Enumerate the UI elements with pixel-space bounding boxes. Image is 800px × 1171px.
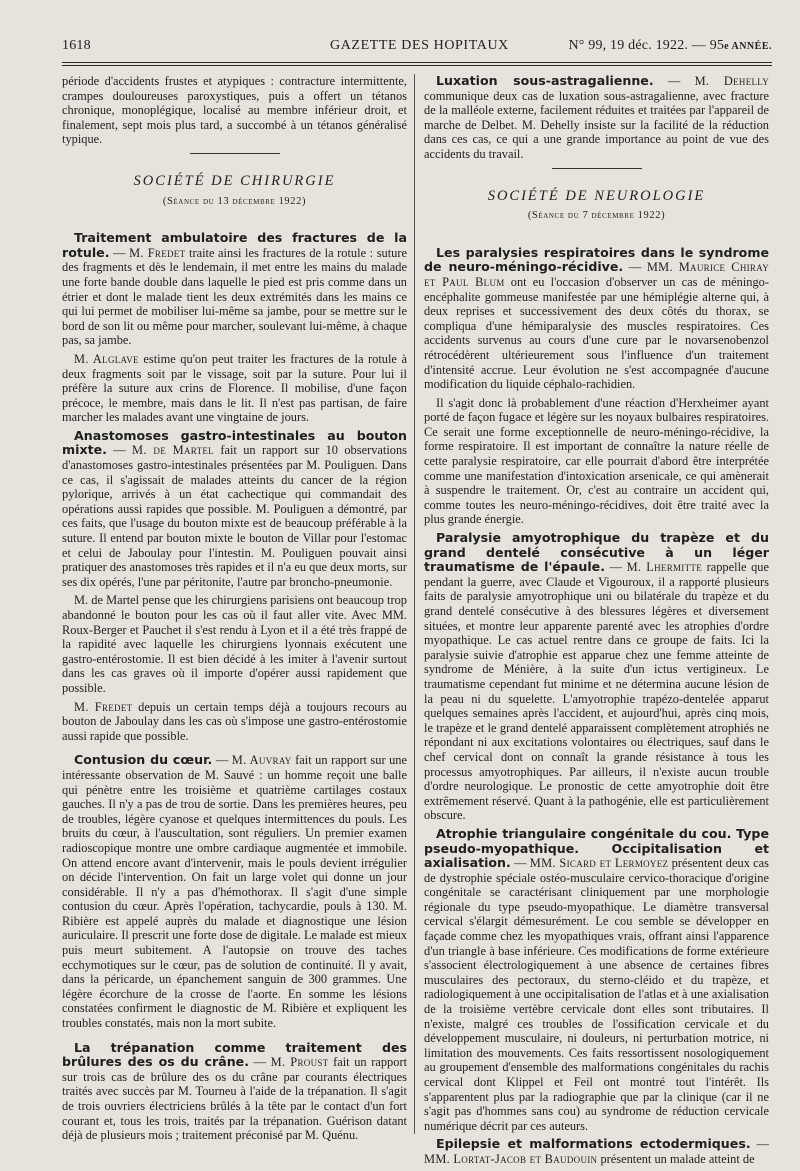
article-paralysies: Les paralysies respiratoires dans le syndrome de neuro-méningo-récidive. — MM. Maurice Chiray et Paul Blum ont eu l'occasion d'observer un cas de méningo-encéphalite gommeuse manifestée par une hémiplégie alterne qui, à deux reprises et successivement des deux côtés du thorax, se compliqua d'une hémiparalysie des muscles respiratoires. Ces accidents survenus au cours d'une cure par le novarsenobenzol rétrocédèrent ultérieurement sous l'influence d'un traitement d'intensité accrue. Leur évolution ne s'est accompagnée d'aucune modification du liquide céphalo-rachidien. — [424, 244, 769, 392]
issue-info — [568, 38, 772, 54]
article-text: rappelle que pendant la guerre, avec Claude et Vigouroux, il a rapporté plusieurs faits de paralysie amyotrophique uni ou bilatérale du trapèze et du grand dentelé consécutive à des blessures légères et diversement situées, et montre leur apparente parenté avec les atrophies d'ordre myopathique. Le cas actuel rentre dans ce groupe de faits. Ici la paralysie suivie d'atrophie est apparue chez une femme atteinte de syndrome de Ménière, à la suite d'un ictus vertigineux. Le traumatisme cependant fut minime et ne détermina aucune lésion de la peau ni du squelette. L'amyotrophie trapézo-dentelée apparut quelques semaines après l'accident, et aujourd'hui, après cinq mois, le trapèze et le grand dentelé apparaissent complètement atrophiés ne répondant ni aux excitations volontaires ou électriques, sauf dans le chef cervical dont on connaît la grande résistance à tous les processus amyotrophiques. Par ailleurs, il n'existe aucun trouble d'ordre neurologique. Le pronostic de cette amyotrophie doit être extrêmement réservé. Quant à la pathogénie, elle est particulièrement obscure. — [424, 560, 769, 823]
article-heading: Epilepsie et malformations ectodermiques. — [436, 1136, 751, 1152]
article-anastomoses-cont2 — [62, 700, 407, 744]
author-name: MM. Maurice Chiray et Paul Blum — [424, 260, 769, 289]
page-number: 1618 — [62, 38, 91, 53]
article-text: ont eu l'occasion d'observer un cas de méningo-encéphalite gommeuse manifestée par une hémiplégie alterne qui, à deux reprises et successivement des deux côtés du thorax, se compliqua d'une hémiparalysie des muscles respiratoires. Ces accidents survenus au cours d'une cure par le novarsenobenzol rétrocédèrent ultérieurement sous l'influence d'un traitement d'intensité accrue. Leur évolution ne s'est accompagnée d'aucune modification du liquide céphalo-rachidien. — [424, 274, 769, 392]
right-column — [424, 74, 769, 1171]
page-header — [62, 32, 772, 58]
article-text: communique deux cas de luxation sous-astragalienne, avec fracture de la malléole externe, facilement réduites et traitées par l'appareil de marche de Delbet. M. Dehelly insiste sur la facilité de la réduction dans ces cas, ce qui a une grande importance au point de vue des accidents du travail. — [424, 88, 769, 161]
author-name: M. Alglave — [74, 351, 139, 366]
article-luxation: Luxation sous-astragalienne. — M. Dehelly communique deux cas de luxation sous-astragalienne, avec fracture de la malléole externe, facilement réduites et traitées par l'appareil de marche de Delbet. M. Dehelly insiste sur la facilité de la réduction dans ces cas, ce qui a une grande importance au point de vue des accidents du travail. — [424, 73, 769, 161]
article-text: estime qu'on peut traiter les fractures de la rotule à deux fragments soit par le vissage, soit par la suture. Pour lui il préfère la suture aux crins de Florence. Il mobilise, d'une façon précoce, le membre, mais dans le lit. Il n'est pas partisan, de faire marcher les malades avant une vingtaine de jours. — [62, 351, 407, 425]
article-heading: Anastomoses gastro-intestinales au bouton mixte. — [62, 427, 407, 458]
article-heading: Paralysie amyotrophique du trapèze et du grand dentelé consécutive à un léger traumatisme de l'épaule. — [424, 530, 769, 575]
section-title-chirurgie: SOCIÉTÉ DE CHIRURGIE — [133, 172, 336, 189]
column-divider — [414, 74, 415, 1134]
author-name: M. Dehelly — [694, 74, 769, 88]
article-text: depuis un certain temps déjà a toujours recours au bouton de Jaboulay dans les cas où s'impose une gastro-entérostomie aussi rapide que possible. — [62, 699, 407, 743]
article-trapeze: Paralysie amyotrophique du trapèze et du grand dentelé consécutive à un léger traumatisme de l'épaule. — M. Lhermitte rappelle que pendant la guerre, avec Claude et Vigouroux, il a rapporté plusieurs faits de paralysie amyotrophique uni ou bilatérale du trapèze et du grand dentelé consécutive à des blessures légères et diversement situées, et montre leur apparente parenté avec les atrophies d'ordre myopathique. Le cas actuel rentre dans ce groupe de faits. Ici la paralysie suivie d'atrophie est apparue chez une femme atteinte de syndrome de Ménière, à la suite d'un ictus vertigineux. Le traumatisme cependant fut minime et ne détermina aucune lésion de la peau ni du squelette. L'amyotrophie trapézo-dentelée apparut quelques semaines après l'accident, et aujourd'hui, après cinq mois, le trapèze et le grand dentelé apparaissent complètement atrophiés ne répondant ni aux excitations volontaires ou électriques, sauf dans le chef cervical dont on connaît la grande résistance à tous les processus amyotrophiques. Par ailleurs, il n'existe aucun trouble d'ordre neurologique. Le pronostic de cette amyotrophie doit être extrêmement réservé. Quant à la pathogénie, elle est particulièrement obscure. — [424, 530, 769, 823]
author-name: M. Lhermitte — [626, 560, 702, 575]
article-epilepsie: Epilepsie et malformations ectodermiques. — MM. Lortat-Jacob et Baudouin présentent un malade atteint de — [424, 1136, 769, 1166]
article-text: fait un rapport sur 10 observations d'anastomoses gastro-intestinales présentées par M. Pouliguen. Dans ce cas, il s'agissait de malades atteints du cancer de la région pylorique, arrivés à un état cachectique qui commandait des opérations aussi rapides que possible. M. Pouliguen a démontré, par ces faits, que l'usage du bouton mixte est de beaucoup préférable à la suture. Il entend par bouton mixte le bouton de Villar pour l'estomac et celui de Jaboulay pour l'intestin. M. Pouliguen pouvait ainsi pratiquer des anastomoses très rapides et il n'a eu que deux morts, sur ses dix opérés, l'une par péritonite, l'autre par broncho-pneumonie. — [62, 443, 407, 589]
article-rotule-cont — [62, 352, 407, 425]
article-text: fait un rapport sur trois cas de brûlure des os du crâne par courants électriques traités avec succès par M. Tourneu à l'aide de la trépanation. Il s'agit de trois ouvriers électriciens brûlés à la tête par le contact d'un fort courant et, tous les trois, traités par la trépanation. Guérison datant déjà de plusieurs mois ; traitement préconisé par M. Quénu. — [62, 1055, 408, 1143]
section-separator — [552, 168, 642, 169]
author-name: M. Proust — [270, 1055, 329, 1070]
article-heading: Traitement ambulatoire des fractures de la rotule. — [62, 230, 407, 260]
article-text: présentent un malade atteint de — [597, 1151, 755, 1166]
article-text: fait un rapport sur une intéressante observation de M. Sauvé : un homme reçoit une balle qui pénètre entre les troisième et quatrième cartilages costaux gauches. Il n'y a pas de trou de sortie. Dans les premières heures, peu de troubles, légère cyanose et quelques intermittences du pouls. Les bruits du cœur, à l'auscultation, sont réguliers. Un premier examen radioscopique montre une ombre cardiaque augmentée et immobile. On attend encore avant d'intervenir, mais le pouls devient irrégulier on décide l'intervention. On fait un large volet qui donne un jour considérable. Il n'y a pas d'hémothorax. Il s'agit d'une simple contusion du cœur. Après l'opération, tachycardie, pouls à 130. M. Ribière est appelé auprès du malade et diagnostique une lésion auriculaire. Il prescrit une forte dose de digitale. Le malade est mieux puis meurt subitement. A l'autopsie on trouve des taches ecchymotiques sur le cœur, pas de solution de continuité. Il y avait, dans la péricarde, un épanchement sanguin de 300 grammes. Une légère écorchure de la crosse de l'aorte. En somme les lésions constatées confirment le diagnostic de M. Ribière et expliquent les troubles constatés, mais non la mort subite. — [62, 753, 407, 1031]
article-paralysies-cont: Il s'agit donc là probablement d'une réaction d'Herxheimer ayant porté de façon fugace et légère sur les noyaux bulbaires respiratoires. Ce serait une forme exceptionnelle de neuro-méningo-récidive, la forme respiratoire. Il est important de connaître la nature réelle de cette paralysie respiratoire, car elle pourrait d'abord être interprétée comme une manifestation d'intoxication arsenicale, ce qui amènerait à suspendre le traitement. Or, c'est au contraire un accident qui, comme toutes les neuro-méningo-récidives, doit être traité avec la plus grande énergie. — [424, 395, 769, 527]
header-rule-top — [62, 62, 772, 63]
article-anastomoses: Anastomoses gastro-intestinales au bouton mixte. — M. de Martel fait un rapport sur 10 observations d'anastomoses gastro-intestinales présentées par M. Pouliguen. Dans ce cas, il s'agissait de malades atteints du cancer de la région pylorique, arrivés à un état cachectique qui commandait des opérations aussi rapides que possible. M. Pouliguen a démontré, par ces faits, que l'usage du bouton mixte est de beaucoup préférable à la suture. Il entend par bouton mixte le bouton de Villar pour l'estomac et celui de Jaboulay pour l'intestin. M. Pouliguen pouvait ainsi pratiquer des anastomoses très rapides et il n'a eu que deux morts, sur ses dix opérés, l'une par péritonite, l'autre par broncho-pneumonie. — [62, 427, 407, 589]
article-heading: Contusion du cœur. — [74, 752, 213, 768]
article-trepanation: La trépanation comme traitement des brûlures des os du crâne. — M. Proust fait un rapport sur trois cas de brûlure des os du crâne par courants électriques traités avec succès par M. Tourneu à l'aide de la trépanation. Il s'agit de trois ouvriers électriciens brûlés à la tête par le contact d'un fort courant et, tous les trois, traités par la trépanation. Guérison datant déjà de plusieurs mois ; traitement préconisé par M. Quénu. — [62, 1039, 408, 1143]
article-anastomoses-cont: M. de Martel pense que les chirurgiens parisiens ont beaucoup trop abandonné le bouton pour les cas où il faut aller vite. Avec MM. Roux-Berger et Pauchet il s'est rendu à Lyon et il a été très frappé de la rapidité avec laquelle les chirurgiens lyonnais exécutent une gastro-entérostomie. Il est bien décidé à les imiter à l'avenir surtout dans les cas graves où il importe d'opérer aussi rapidement que possible. — [62, 593, 407, 695]
article-rotule: Traitement ambulatoire des fractures de la rotule. — M. Fredet traite ainsi les fractures de la rotule : suture des fragments et dès le lendemain, il met entre les mains du malade une forte bande double dans laquelle le pied est pris comme dans un étrier et dont le malade tient les deux extrémités dans les mains ce qui lui permet de mobiliser lui-même sa jambe, pour se mettre sur le bord de son lit ou même pour marcher, soulevant lui-même, à chaque pas, sa jambe. — [62, 230, 407, 348]
author-name: M. Fredet — [74, 699, 133, 714]
article-contusion: Contusion du cœur. — M. Auvray fait un rapport sur une intéressante observation de M. Sauvé : un homme reçoit une balle qui pénètre entre les troisième et quatrième cartilages costaux gauches. Il n'y a pas de trou de sortie. Dans les premières heures, peu de troubles, légère cyanose et quelques intermittences du pouls. Les bruits du cœur, à l'auscultation, sont réguliers. Un premier examen radioscopique montre une ombre cardiaque augmentée et immobile. On attend encore avant d'intervenir, mais le pouls devient irrégulier on décide l'intervention. On fait un large volet qui donne un jour considérable. Il n'y a pas d'hémothorax. Il s'agit d'une simple contusion du cœur. Après l'opération, tachycardie, pouls à 130. M. Ribière est appelé auprès du malade et diagnostique une lésion auriculaire. Il prescrit une forte dose de digitale. Le malade est mieux puis meurt subitement. A l'autopsie on trouve des taches ecchymotiques sur le cœur, pas de solution de continuité. Il y avait, dans la péricarde, un épanchement sanguin de 300 grammes. Une légère écorchure de la crosse de l'aorte. En somme les lésions constatées confirment le diagnostic de M. Ribière et expliquent les troubles constatés, mais non la mort subite. — [62, 752, 407, 1031]
article-text: traite ainsi les fractures de la rotule : suture des fragments et dès le lendemain, il met entre les mains du malade une forte bande double dans laquelle le pied est pris comme dans un étrier et dont le malade tient les deux extrémités dans les mains ce qui lui permet de mobiliser lui-même sa jambe, pour se mettre sur le bord de son lit ou même pour marcher, soulevant lui-même, à chaque pas, sa jambe. — [62, 245, 407, 348]
intro-paragraph: période d'accidents frustes et atypiques : contracture intermittente, crampes douloureuses paroxystiques, puis a offert un tétanos chronique, monoplégique, localisé au membre inférieur droit, et finalement, sept mois plus tard, a succombé à un tétanos généralisé typique. — [62, 74, 407, 147]
article-text: présentent deux cas de dystrophie spéciale ostéo-musculaire cervico-thoracique d'origine congénitale se caractérisant cliniquement par une morphologie régionale du type pseudo-myopathique. Le diamètre transversal cervical s'élargit démesurément. Le cou semble se développer en façade comme chez les myopathiques vrais, offrant ainsi l'apparence d'un triangle à base inférieure. Ces modifications de forme extérieure s'associent électrologiquement à une absence de certaines fibres musculaires des pectoraux, du sterno-cléido et du trapèze, et radiologiquement à une occipitalisation de l'atlas et à une axialisation de la troisième vertèbre cervicale dont elles sont tributaires. Il n'existe, malgré ces troubles de l'ossification cervicale et du développement musculaire, ni douleurs, ni perturbation motrice, ni limitation des mouvements. Ces faits ressortissent nosologiquement au groupement d'ensemble des malformations congénitales du rachis cervical dont Klippel et Feil ont montré tout l'intérêt. Ils s'apparentent plus par la radiographie que par la clinique (car il ne s'agit pas d'hommes sans cou) au syndrome de réduction cervicale numérique décrit par ces auteurs. — [424, 856, 770, 1133]
section-separator — [190, 153, 280, 154]
author-name: MM. Sicard et Lermoyez — [529, 856, 669, 871]
author-name: M. de Martel — [132, 443, 214, 458]
author-name: M. Fredet — [129, 245, 186, 260]
issue-number: N° 99, 19 déc. 1922. — 95 — [568, 38, 725, 53]
article-heading: Atrophie triangulaire congénitale du cou. Type pseudo-myopathique. Occipitalisation et axialisation. — [424, 825, 769, 871]
author-name: MM. Lortat-Jacob et Baudouin — [424, 1151, 598, 1166]
article-heading: Les paralysies respiratoires dans le syndrome de neuro-méningo-récidive. — [424, 244, 769, 275]
section-subtitle-neurologie: (Séance du 7 décembre 1922) — [527, 210, 666, 222]
header-rule-bottom — [62, 65, 772, 66]
article-heading: La trépanation comme traitement des brûlures des os du crâne. — [62, 1039, 407, 1070]
section-title-neurologie: SOCIÉTÉ DE NEUROLOGIE — [487, 187, 706, 204]
left-column — [62, 74, 407, 1147]
article-heading: Luxation sous-astragalienne. — [436, 73, 654, 88]
journal-title: GAZETTE DES HOPITAUX — [330, 38, 509, 53]
article-atrophie: Atrophie triangulaire congénitale du cou. Type pseudo-myopathique. Occipitalisation et axialisation. — MM. Sicard et Lermoyez présentent deux cas de dystrophie spéciale ostéo-musculaire cervico-thoracique d'origine congénitale se caractérisant cliniquement par une morphologie régionale du type pseudo-myopathique. Le diamètre transversal cervical s'élargit démesurément. Le cou semble se développer en façade comme chez les myopathiques vrais, offrant ainsi l'apparence d'un triangle à base inférieure. Ces modifications de forme extérieure s'associent électrologiquement à une absence de certaines fibres musculaires des pectoraux, du sterno-cléido et du trapèze, et radiologiquement à une occipitalisation de l'atlas et à une axialisation de la troisième vertèbre cervicale dont elles sont tributaires. Il n'existe, malgré ces troubles de l'ossification cervicale et du développement musculaire, ni douleurs, ni perturbation motrice, ni limitation des mouvements. Ces faits ressortissent nosologiquement au groupement d'ensemble des malformations congénitales du rachis cervical dont Klippel et Feil ont montré tout l'intérêt. Ils s'apparentent plus par la radiographie que par la clinique (car il ne s'agit pas d'hommes sans cou) au syndrome de réduction cervicale numérique décrit par ces auteurs. — [424, 825, 770, 1133]
issue-year: e ANNÉE. — [724, 41, 772, 52]
author-name: M. Auvray — [231, 753, 292, 768]
section-subtitle-chirurgie: (Séance du 13 décembre 1922) — [162, 195, 307, 207]
